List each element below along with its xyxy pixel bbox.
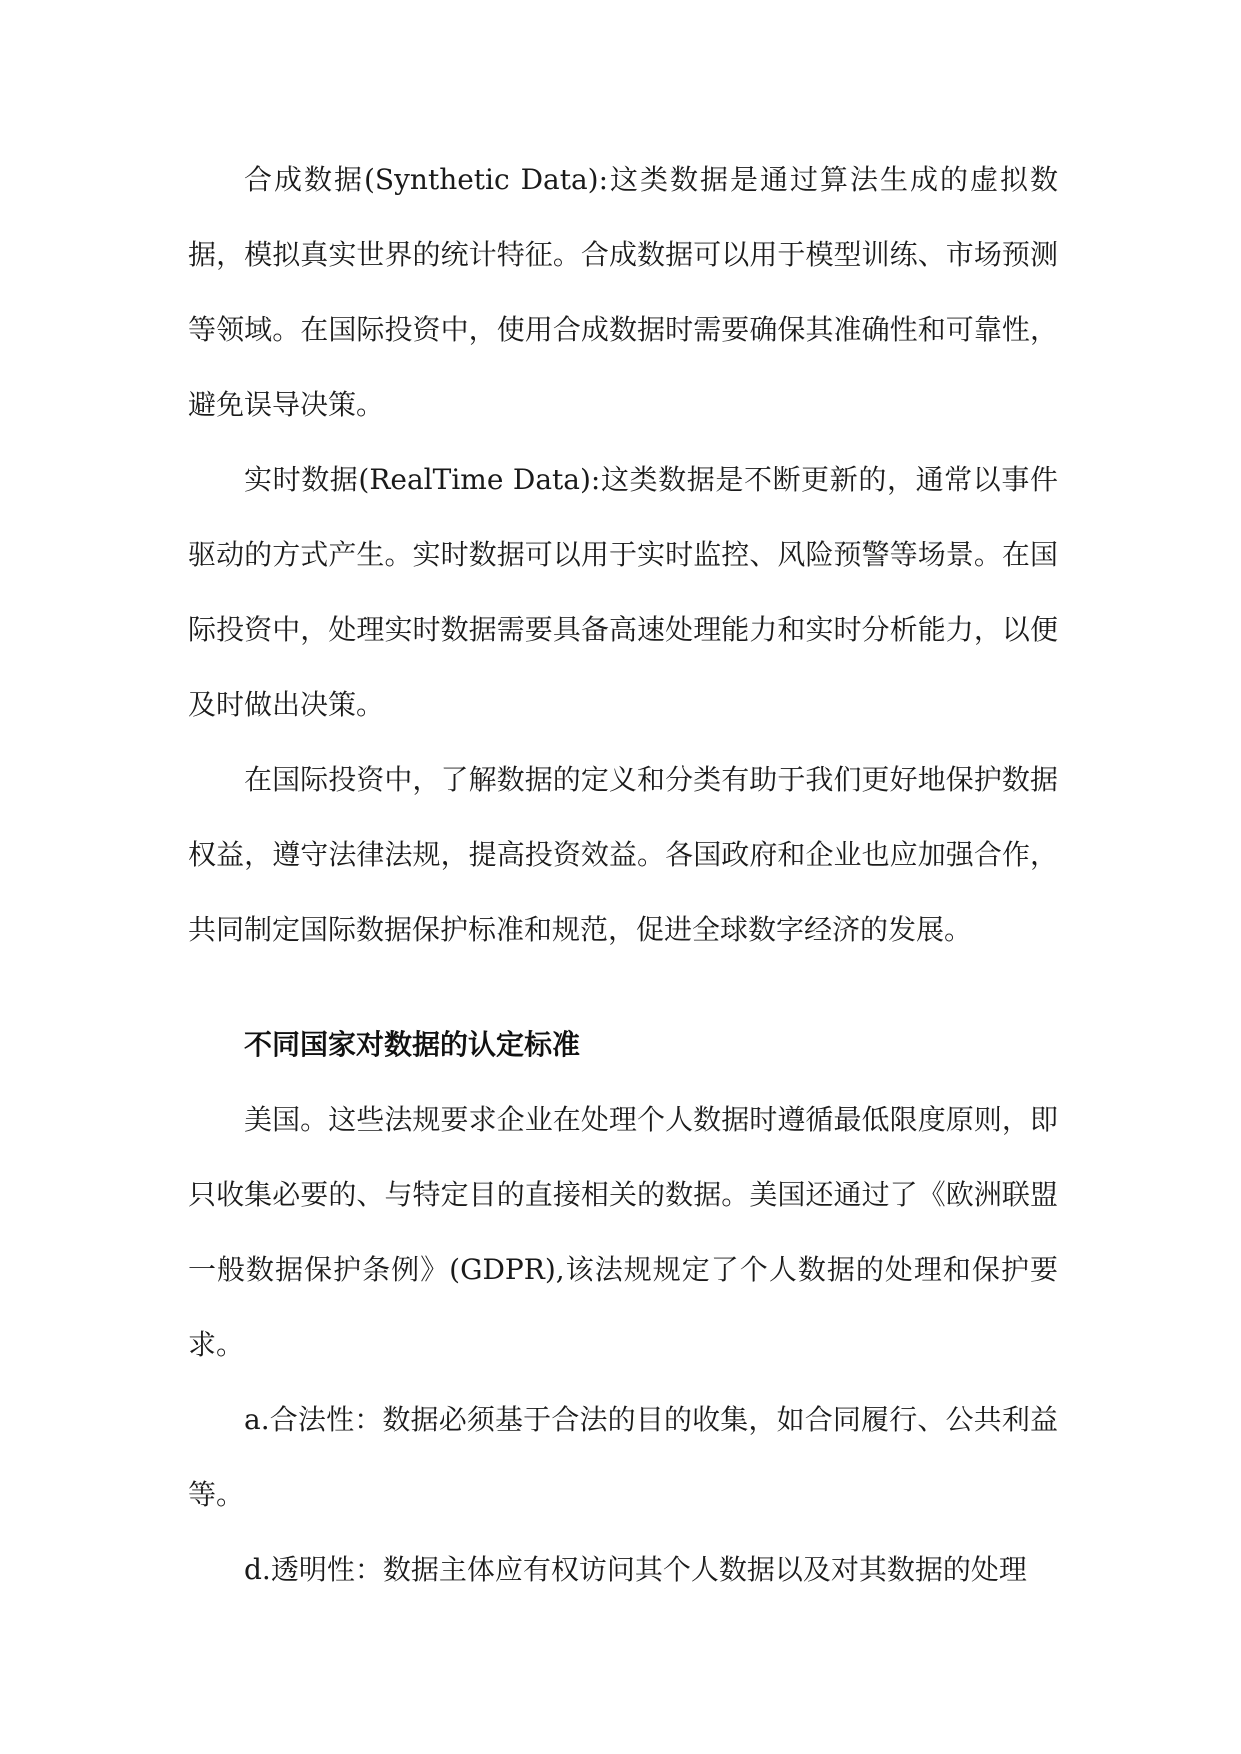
paragraph-usa: 美国。这些法规要求企业在处理个人数据时遵循最低限度原则，即只收集必要的、与特定目的直接相关的数据。美国还通过了《欧洲联盟一般数据保护条例》(GDPR),该法规规定了个人数据的处理和保护要求。 bbox=[188, 1103, 1058, 1361]
paragraph-synthetic-data: 合成数据(Synthetic Data):这类数据是通过算法生成的虚拟数据，模拟真实世界的统计特征。合成数据可以用于模型训练、市场预测等领域。在国际投资中，使用合成数据时需要确保其准确性和可靠性，避免误导决策。 bbox=[188, 163, 1058, 421]
paragraph-legality: a.合法性：数据必须基于合法的目的收集，如合同履行、公共利益等。 bbox=[188, 1403, 1058, 1511]
document-body bbox=[188, 142, 1058, 1607]
paragraph-transparency: d.透明性：数据主体应有权访问其个人数据以及对其数据的处理 bbox=[244, 1553, 1027, 1586]
section-heading: 不同国家对数据的认定标准 bbox=[244, 1028, 581, 1061]
paragraph-data-classification-summary: 在国际投资中，了解数据的定义和分类有助于我们更好地保护数据权益，遵守法律法规，提高投资效益。各国政府和企业也应加强合作，共同制定国际数据保护标准和规范，促进全球数字经济的发展。 bbox=[188, 763, 1058, 946]
paragraph-realtime-data: 实时数据(RealTime Data):这类数据是不断更新的，通常以事件驱动的方式产生。实时数据可以用于实时监控、风险预警等场景。在国际投资中，处理实时数据需要具备高速处理能力和实时分析能力，以便及时做出决策。 bbox=[188, 463, 1058, 721]
